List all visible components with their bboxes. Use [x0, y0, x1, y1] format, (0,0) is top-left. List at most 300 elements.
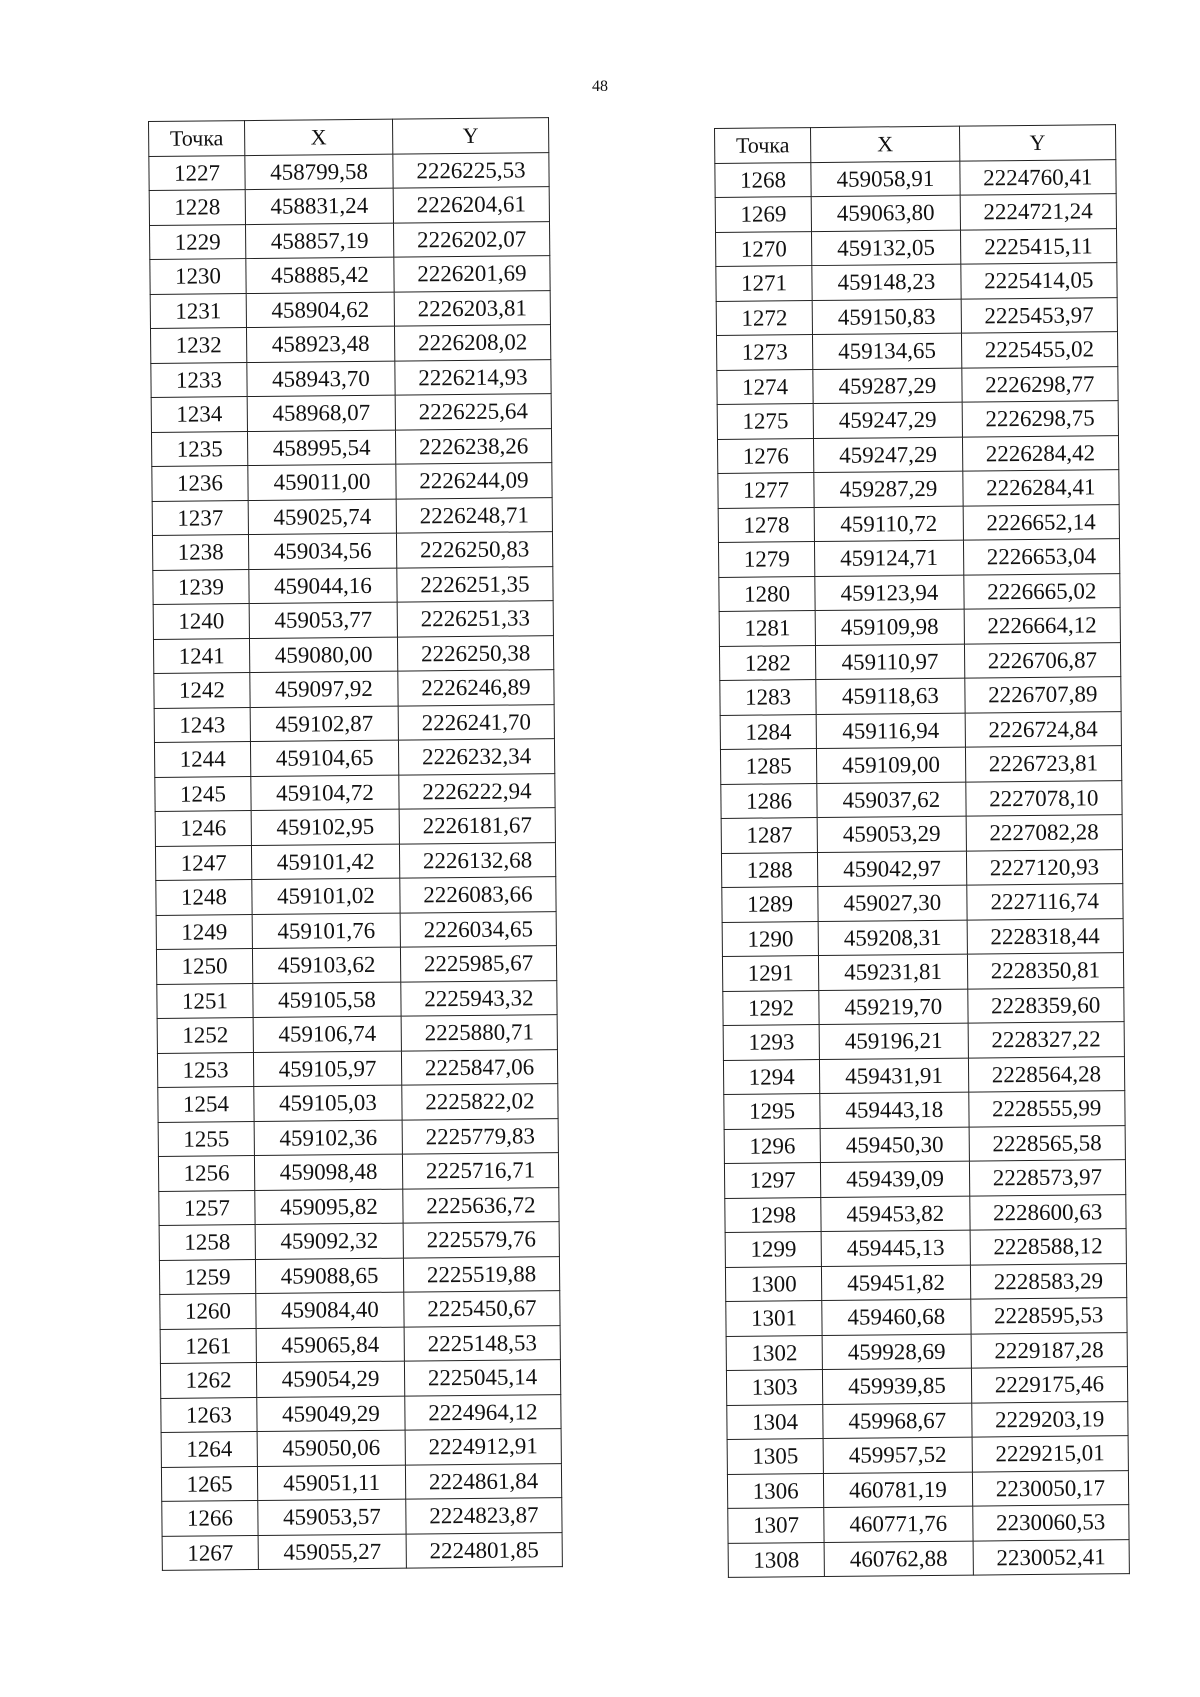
cell-y: 2228350,81: [967, 953, 1124, 989]
table-row: [152, 532, 552, 570]
cell-y: 2226724,84: [965, 711, 1122, 747]
cell-x: 459968,67: [823, 1403, 972, 1439]
cell-point: 1231: [150, 293, 246, 328]
table-row: [718, 470, 1119, 508]
cell-point: 1261: [160, 1328, 256, 1363]
cell-y: 2224823,87: [406, 1498, 562, 1534]
cell-y: 2228588,12: [970, 1229, 1127, 1265]
cell-point: 1304: [727, 1404, 824, 1439]
table-row: [715, 228, 1116, 266]
cell-x: 458885,42: [246, 257, 394, 293]
table-row: [724, 1091, 1125, 1129]
cell-x: 459116,94: [816, 713, 965, 749]
cell-y: 2226181,67: [399, 808, 555, 844]
cell-point: 1308: [728, 1542, 825, 1577]
cell-x: 459105,03: [254, 1085, 402, 1121]
cell-point: 1303: [726, 1370, 823, 1405]
cell-x: 459055,27: [258, 1534, 406, 1570]
cell-point: 1298: [725, 1197, 822, 1232]
table-row: [725, 1263, 1126, 1301]
cell-x: 459101,76: [252, 913, 400, 949]
cell-point: 1302: [726, 1335, 823, 1370]
cell-x: 459150,83: [812, 299, 961, 335]
cell-point: 1264: [161, 1432, 257, 1467]
cell-x: 459453,82: [821, 1196, 970, 1232]
cell-y: 2225519,88: [403, 1256, 559, 1292]
table-row: [151, 428, 551, 466]
cell-x: 459196,21: [819, 1023, 968, 1059]
cell-x: 458995,54: [247, 430, 395, 466]
cell-x: 459097,92: [250, 671, 398, 707]
cell-point: 1307: [728, 1508, 825, 1543]
table-row: [157, 1049, 557, 1087]
table-row: [718, 504, 1119, 542]
cell-x: 459103,62: [252, 947, 400, 983]
cell-y: 2225415,11: [960, 228, 1117, 264]
cell-point: 1283: [720, 680, 817, 715]
table-row: [161, 1394, 561, 1432]
cell-y: 2226222,94: [399, 773, 555, 809]
cell-x: 459105,97: [253, 1051, 401, 1087]
cell-x: 459460,68: [822, 1299, 971, 1335]
cell-x: 459101,02: [252, 878, 400, 914]
table-row: [723, 1056, 1124, 1094]
table-row: [152, 497, 552, 535]
table-row: [152, 463, 552, 501]
table-row: [726, 1367, 1127, 1405]
cell-y: 2224760,41: [959, 159, 1116, 195]
table-row: [149, 152, 549, 190]
cell-y: 2226652,14: [963, 504, 1120, 540]
page-number: 48: [592, 78, 608, 95]
cell-point: 1259: [159, 1259, 255, 1294]
table-row: [149, 221, 549, 259]
cell-y: 2226238,26: [395, 428, 551, 464]
table-row: [726, 1332, 1127, 1370]
cell-point: 1278: [718, 507, 815, 542]
table-row: [161, 1463, 561, 1501]
table-row: [151, 359, 551, 397]
cell-x: 459431,91: [820, 1058, 969, 1094]
table-row: [161, 1429, 561, 1467]
cell-y: 2225579,76: [403, 1222, 559, 1258]
cell-y: 2228318,44: [967, 918, 1124, 954]
table-row: [725, 1194, 1126, 1232]
cell-y: 2226204,61: [393, 187, 549, 223]
table-row: [717, 435, 1118, 473]
cell-point: 1263: [161, 1397, 257, 1432]
cell-y: 2228359,60: [967, 987, 1124, 1023]
cell-x: 458943,70: [247, 361, 395, 397]
cell-x: 459025,74: [248, 499, 396, 535]
table-row: [728, 1539, 1129, 1577]
table-row: [157, 1015, 557, 1053]
cell-point: 1230: [150, 259, 246, 294]
cell-y: 2225716,71: [402, 1153, 558, 1189]
cell-y: 2224861,84: [405, 1463, 561, 1499]
cell-point: 1240: [153, 604, 249, 639]
cell-y: 2225779,83: [402, 1118, 558, 1154]
cell-point: 1292: [723, 990, 820, 1025]
cell-y: 2226232,34: [398, 739, 554, 775]
cell-y: 2226201,69: [394, 256, 550, 292]
cell-y: 2225450,67: [404, 1291, 560, 1327]
cell-x: 459247,29: [814, 437, 963, 473]
cell-y: 2224801,85: [406, 1532, 562, 1568]
cell-y: 2226241,70: [398, 704, 554, 740]
table-row: [720, 677, 1121, 715]
cell-x: 459050,06: [257, 1430, 405, 1466]
cell-y: 2226034,65: [400, 911, 556, 947]
cell-x: 459063,80: [811, 195, 960, 231]
table-row: [162, 1532, 562, 1570]
cell-y: 2226132,68: [399, 842, 555, 878]
cell-x: 459053,57: [258, 1499, 406, 1535]
cell-point: 1256: [158, 1156, 254, 1191]
table-row: [156, 946, 556, 984]
cell-x: 459106,74: [253, 1016, 401, 1052]
cell-x: 458923,48: [246, 326, 394, 362]
cell-y: 2229175,46: [971, 1367, 1128, 1403]
cell-y: 2225943,32: [401, 980, 557, 1016]
cell-x: 460781,19: [824, 1472, 973, 1508]
cell-y: 2228573,97: [969, 1160, 1126, 1196]
cell-point: 1269: [715, 197, 812, 232]
cell-point: 1273: [716, 335, 813, 370]
cell-y: 2226208,02: [394, 325, 550, 361]
cell-y: 2224912,91: [405, 1429, 561, 1465]
table-row: [722, 953, 1123, 991]
header-y: Y: [959, 125, 1116, 161]
cell-y: 2228565,58: [969, 1125, 1126, 1161]
cell-point: 1239: [153, 569, 249, 604]
cell-x: 459287,29: [814, 471, 963, 507]
cell-x: 460762,88: [824, 1541, 973, 1577]
table-row: [154, 704, 554, 742]
cell-x: 459123,94: [815, 575, 964, 611]
table-row: [159, 1256, 559, 1294]
cell-y: 2230052,41: [973, 1539, 1130, 1575]
table-row: [724, 1125, 1125, 1163]
header-x: X: [811, 126, 960, 162]
cell-point: 1241: [153, 638, 249, 673]
cell-point: 1238: [152, 535, 248, 570]
coordinates-table-right: [714, 124, 1130, 1578]
cell-point: 1227: [149, 155, 245, 190]
cell-y: 2225880,71: [401, 1015, 557, 1051]
cell-point: 1251: [157, 983, 253, 1018]
table-row: [155, 773, 555, 811]
cell-y: 2226083,66: [400, 877, 556, 913]
cell-y: 2226202,07: [393, 221, 549, 257]
cell-point: 1249: [156, 914, 252, 949]
cell-point: 1244: [154, 742, 250, 777]
table-row: [160, 1325, 560, 1363]
cell-point: 1229: [149, 224, 245, 259]
cell-x: 459051,11: [257, 1465, 405, 1501]
cell-point: 1290: [722, 921, 819, 956]
cell-x: 459451,82: [822, 1265, 971, 1301]
table-row: [724, 1160, 1125, 1198]
cell-x: 459102,87: [250, 706, 398, 742]
table-row: [720, 711, 1121, 749]
cell-x: 459042,97: [818, 851, 967, 887]
table-row: [153, 566, 553, 604]
cell-x: 459037,62: [817, 782, 966, 818]
table-header-row: [149, 118, 549, 156]
cell-x: 459110,97: [816, 644, 965, 680]
cell-x: 459219,70: [819, 989, 968, 1025]
cell-y: 2225455,02: [961, 332, 1118, 368]
cell-y: 2226298,77: [961, 366, 1118, 402]
cell-x: 459109,98: [815, 609, 964, 645]
table-row: [150, 325, 550, 363]
cell-point: 1274: [717, 369, 814, 404]
table-row: [721, 849, 1122, 887]
table-row: [158, 1118, 558, 1156]
cell-y: 2228600,63: [969, 1194, 1126, 1230]
cell-y: 2226665,02: [963, 573, 1120, 609]
cell-x: 458831,24: [245, 188, 393, 224]
table-row: [158, 1153, 558, 1191]
cell-point: 1234: [151, 397, 247, 432]
cell-x: 459102,95: [251, 809, 399, 845]
cell-y: 2229203,19: [971, 1401, 1128, 1437]
cell-y: 2224964,12: [405, 1394, 561, 1430]
table-row: [722, 918, 1123, 956]
cell-point: 1280: [719, 576, 816, 611]
cell-y: 2228583,29: [970, 1263, 1127, 1299]
cell-point: 1254: [158, 1087, 254, 1122]
table-row: [727, 1436, 1128, 1474]
table-row: [154, 670, 554, 708]
cell-x: 459102,36: [254, 1120, 402, 1156]
cell-y: 2226284,42: [962, 435, 1119, 471]
cell-x: 459443,18: [820, 1092, 969, 1128]
cell-point: 1293: [723, 1025, 820, 1060]
cell-point: 1248: [156, 880, 252, 915]
cell-point: 1276: [717, 438, 814, 473]
table-row: [717, 366, 1118, 404]
cell-point: 1237: [152, 500, 248, 535]
cell-y: 2225636,72: [403, 1187, 559, 1223]
cell-point: 1255: [158, 1121, 254, 1156]
cell-x: 459092,32: [255, 1223, 403, 1259]
cell-y: 2229215,01: [972, 1436, 1129, 1472]
cell-point: 1247: [155, 845, 251, 880]
table-row: [723, 987, 1124, 1025]
cell-x: 459044,16: [249, 568, 397, 604]
header-x: X: [245, 119, 393, 155]
table-row: [155, 842, 555, 880]
cell-point: 1296: [724, 1128, 821, 1163]
cell-point: 1294: [723, 1059, 820, 1094]
table-row: [159, 1222, 559, 1260]
cell-x: 459105,58: [253, 982, 401, 1018]
cell-point: 1235: [151, 431, 247, 466]
cell-point: 1260: [160, 1294, 256, 1329]
table-row: [722, 884, 1123, 922]
cell-point: 1228: [149, 190, 245, 225]
table-row: [150, 290, 550, 328]
cell-y: 2226298,75: [962, 401, 1119, 437]
cell-point: 1289: [722, 887, 819, 922]
cell-point: 1243: [154, 707, 250, 742]
table-row: [160, 1291, 560, 1329]
cell-x: 459084,40: [256, 1292, 404, 1328]
table-row: [726, 1298, 1127, 1336]
cell-point: 1233: [151, 362, 247, 397]
cell-point: 1271: [716, 266, 813, 301]
table-row: [727, 1401, 1128, 1439]
table-row: [719, 608, 1120, 646]
cell-point: 1275: [717, 404, 814, 439]
cell-point: 1295: [724, 1094, 821, 1129]
table-row: [715, 194, 1116, 232]
cell-x: 459231,81: [819, 954, 968, 990]
cell-y: 2226706,87: [964, 642, 1121, 678]
cell-y: 2230060,53: [972, 1505, 1129, 1541]
cell-x: 458968,07: [247, 395, 395, 431]
cell-point: 1270: [715, 231, 812, 266]
cell-x: 459124,71: [815, 540, 964, 576]
cell-y: 2227120,93: [966, 849, 1123, 885]
cell-x: 459104,65: [250, 740, 398, 776]
cell-x: 459088,65: [255, 1258, 403, 1294]
cell-y: 2226248,71: [396, 497, 552, 533]
cell-y: 2224721,24: [960, 194, 1117, 230]
cell-y: 2225045,14: [404, 1360, 560, 1396]
table-row: [715, 159, 1116, 197]
cell-point: 1252: [157, 1018, 253, 1053]
cell-x: 459208,31: [818, 920, 967, 956]
cell-point: 1257: [159, 1190, 255, 1225]
cell-point: 1266: [162, 1501, 258, 1536]
cell-x: 459109,00: [817, 747, 966, 783]
cell-y: 2228595,53: [970, 1298, 1127, 1334]
cell-x: 459110,72: [814, 506, 963, 542]
table-row: [718, 539, 1119, 577]
cell-point: 1258: [159, 1225, 255, 1260]
cell-point: 1300: [725, 1266, 822, 1301]
cell-point: 1291: [722, 956, 819, 991]
cell-point: 1305: [727, 1439, 824, 1474]
table-row: [155, 808, 555, 846]
cell-y: 2229187,28: [971, 1332, 1128, 1368]
cell-y: 2226246,89: [398, 670, 554, 706]
table-row: [159, 1187, 559, 1225]
cell-x: 459104,72: [251, 775, 399, 811]
cell-x: 459439,09: [821, 1161, 970, 1197]
cell-y: 2227082,28: [966, 815, 1123, 851]
cell-point: 1286: [721, 783, 818, 818]
cell-x: 460771,76: [824, 1506, 973, 1542]
cell-point: 1232: [150, 328, 246, 363]
cell-y: 2226723,81: [965, 746, 1122, 782]
cell-point: 1297: [724, 1163, 821, 1198]
cell-y: 2225985,67: [400, 946, 556, 982]
cell-point: 1288: [721, 852, 818, 887]
table-row: [723, 1022, 1124, 1060]
table-row: [150, 256, 550, 294]
cell-x: 459053,77: [249, 602, 397, 638]
cell-y: 2226203,81: [394, 290, 550, 326]
cell-point: 1267: [162, 1535, 258, 1570]
header-y: Y: [392, 118, 548, 154]
cell-x: 459118,63: [816, 678, 965, 714]
header-point: Точка: [149, 121, 245, 156]
cell-point: 1299: [725, 1232, 822, 1267]
table-row: [721, 780, 1122, 818]
coordinates-table-left: [148, 117, 563, 1571]
cell-point: 1279: [718, 542, 815, 577]
cell-x: 459053,29: [817, 816, 966, 852]
cell-x: 459095,82: [255, 1189, 403, 1225]
table-row: [153, 601, 553, 639]
cell-x: 459450,30: [820, 1127, 969, 1163]
cell-y: 2226251,33: [397, 601, 553, 637]
cell-x: 459247,29: [813, 402, 962, 438]
table-row: [160, 1360, 560, 1398]
cell-y: 2226664,12: [964, 608, 1121, 644]
cell-x: 458904,62: [246, 292, 394, 328]
cell-y: 2226251,35: [397, 566, 553, 602]
cell-point: 1262: [160, 1363, 256, 1398]
table-row: [719, 573, 1120, 611]
cell-x: 459058,91: [811, 161, 960, 197]
table-row: [151, 394, 551, 432]
table-row: [720, 746, 1121, 784]
table-body-right: [715, 159, 1130, 1577]
cell-x: 459939,85: [823, 1368, 972, 1404]
cell-x: 459065,84: [256, 1327, 404, 1363]
cell-x: 459080,00: [249, 637, 397, 673]
table-header-row: [715, 125, 1116, 163]
table-row: [157, 980, 557, 1018]
table-row: [158, 1084, 558, 1122]
cell-x: 459098,48: [254, 1154, 402, 1190]
cell-point: 1277: [718, 473, 815, 508]
cell-point: 1272: [716, 300, 813, 335]
table-row: [156, 911, 556, 949]
table-row: [154, 739, 554, 777]
cell-x: 459049,29: [257, 1396, 405, 1432]
table-row: [153, 635, 553, 673]
cell-x: 459134,65: [813, 333, 962, 369]
table-row: [716, 332, 1117, 370]
table-row: [716, 297, 1117, 335]
cell-x: 459027,30: [818, 885, 967, 921]
cell-point: 1246: [155, 811, 251, 846]
table-row: [716, 263, 1117, 301]
cell-point: 1253: [157, 1052, 253, 1087]
cell-point: 1282: [719, 645, 816, 680]
cell-y: 2226214,93: [395, 359, 551, 395]
cell-x: 459445,13: [821, 1230, 970, 1266]
cell-y: 2225148,53: [404, 1325, 560, 1361]
cell-y: 2226244,09: [396, 463, 552, 499]
cell-y: 2226653,04: [963, 539, 1120, 575]
cell-y: 2228555,99: [968, 1091, 1125, 1127]
cell-x: 459957,52: [823, 1437, 972, 1473]
cell-x: 459928,69: [822, 1334, 971, 1370]
table-row: [721, 815, 1122, 853]
cell-point: 1268: [715, 162, 812, 197]
cell-x: 459101,42: [251, 844, 399, 880]
cell-y: 2225847,06: [401, 1049, 557, 1085]
cell-y: 2228564,28: [968, 1056, 1125, 1092]
table-row: [149, 187, 549, 225]
